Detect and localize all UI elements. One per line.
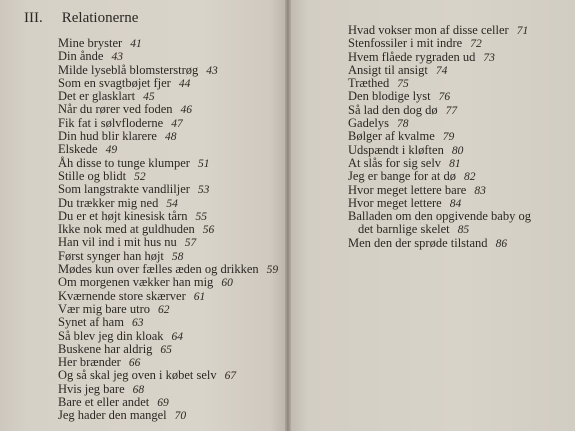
- toc-page-number: 70: [174, 410, 187, 423]
- toc-page-number: 60: [221, 277, 233, 290]
- toc-entry: [348, 51, 531, 64]
- toc-entry-title: Hvor meget lettere: [348, 195, 442, 210]
- toc-entry: [348, 144, 531, 157]
- toc-entry-title: Milde lyseblå blomsterstrøg: [58, 62, 199, 77]
- toc-entry: [348, 64, 531, 77]
- toc-entry: [58, 250, 278, 263]
- toc-entry-title: Om morgenen vækker han mig: [58, 275, 214, 290]
- toc-entry: [58, 383, 278, 396]
- toc-entry: [348, 117, 531, 130]
- toc-entry-title: Buskene har aldrig: [58, 341, 153, 356]
- toc-page-number: 57: [184, 237, 197, 250]
- toc-entry-title: Jeg er bange for at dø: [348, 169, 456, 184]
- toc-page-number: 83: [474, 184, 486, 197]
- toc-page-number: 67: [224, 370, 237, 383]
- toc-entry-title: Og så skal jeg oven i købet selv: [58, 368, 217, 383]
- toc-right-list: [348, 24, 531, 250]
- toc-page-number: 46: [180, 104, 193, 117]
- toc-entry: [58, 223, 278, 236]
- toc-page-number: 44: [178, 77, 191, 90]
- toc-page-number: 85: [457, 224, 470, 237]
- toc-entry: [348, 104, 531, 117]
- toc-page-number: 56: [202, 224, 215, 237]
- toc-entry: [58, 236, 278, 249]
- toc-entry: [348, 197, 531, 210]
- toc-page-number: 52: [134, 170, 146, 183]
- toc-page-number: 86: [495, 237, 508, 250]
- toc-entry-title: Han vil ind i mit hus nu: [58, 235, 177, 250]
- toc-entry: [58, 276, 278, 289]
- toc-page-number: 80: [451, 144, 464, 157]
- toc-entry: [348, 210, 531, 223]
- toc-entry-title: At slås for sig selv: [348, 155, 442, 170]
- toc-entry-title: Når du rører ved foden: [58, 102, 173, 117]
- toc-entry: [58, 143, 278, 156]
- toc-entry-title: Som langstrakte vandliljer: [58, 182, 190, 197]
- toc-entry-title: Udspændt i kløften: [348, 142, 444, 157]
- section-number: III.: [24, 10, 43, 26]
- toc-entry-title: Mine bryster: [58, 36, 123, 50]
- toc-page-number: 43: [111, 51, 123, 64]
- toc-entry-title: Du trækker mig ned: [58, 195, 159, 210]
- toc-entry: [58, 183, 278, 196]
- toc-page-number: 76: [438, 91, 451, 104]
- toc-entry-title: Vær mig bare utro: [58, 301, 150, 316]
- toc-page-number: 61: [193, 290, 206, 303]
- toc-entry: [58, 343, 278, 356]
- toc-entry: [58, 330, 278, 343]
- toc-entry-title: det barnlige skelet: [358, 222, 450, 237]
- toc-entry: [58, 210, 278, 223]
- toc-entry-title: Stille og blidt: [58, 168, 127, 183]
- toc-page-number: 49: [105, 144, 118, 157]
- toc-page-number: 53: [197, 184, 210, 197]
- toc-entry: [58, 409, 278, 422]
- toc-entry-title: Balladen om den opgivende baby og: [348, 209, 531, 224]
- toc-entry: [348, 77, 531, 90]
- toc-entry: [348, 237, 531, 250]
- toc-entry: [348, 90, 531, 103]
- toc-page-number: 45: [143, 91, 155, 104]
- toc-entry: [58, 303, 278, 316]
- toc-entry: [58, 117, 278, 130]
- right-page: [288, 0, 575, 431]
- toc-page-number: 73: [483, 51, 495, 64]
- toc-entry: [58, 197, 278, 210]
- toc-page-number: 74: [435, 64, 448, 77]
- toc-entry: [58, 157, 278, 170]
- toc-entry: [58, 103, 278, 116]
- toc-entry-title: Mødes kun over fælles æden og drikken: [58, 262, 259, 277]
- toc-entry-title: Ansigt til ansigt: [348, 62, 428, 77]
- toc-page-number: 43: [206, 64, 218, 77]
- toc-page-number: 62: [158, 303, 170, 316]
- toc-entry-title: Som en svagtbøjet fjer: [58, 75, 171, 90]
- toc-entry: [58, 396, 278, 409]
- toc-page-number: 41: [130, 38, 142, 50]
- toc-page-number: 65: [160, 343, 172, 356]
- toc-entry-title: Din ånde: [58, 49, 104, 64]
- toc-page-number: 84: [449, 197, 462, 210]
- toc-entry-title: Hvor meget lettere bare: [348, 182, 467, 197]
- toc-page-number: 66: [128, 357, 141, 370]
- toc-entry: [58, 369, 278, 382]
- toc-entry: [348, 170, 531, 183]
- toc-page-number: 54: [166, 197, 178, 210]
- toc-entry: [348, 157, 531, 170]
- book-gutter: [285, 0, 291, 431]
- toc-page-number: 72: [470, 38, 482, 51]
- toc-entry: [58, 130, 278, 143]
- toc-entry: [58, 37, 278, 50]
- toc-page-number: 69: [157, 397, 169, 410]
- toc-entry: [58, 263, 278, 276]
- toc-entry-title: Så lad den dog dø: [348, 102, 438, 117]
- toc-entry-title: Stenfossiler i mit indre: [348, 36, 463, 51]
- toc-entry-title: Gadelys: [348, 116, 389, 131]
- toc-entry: [58, 316, 278, 329]
- toc-entry-title: Hvad vokser mon af disse celler: [348, 23, 509, 37]
- toc-entry-title: Din hud blir klarere: [58, 129, 157, 144]
- toc-entry: [58, 290, 278, 303]
- toc-entry-title: Åh disse to tunge klumper: [58, 155, 190, 170]
- toc-entry: [348, 24, 531, 37]
- toc-entry-title: Den blodige lyst: [348, 89, 431, 104]
- toc-entry-title: Træthed: [348, 76, 390, 91]
- toc-entry: [348, 130, 531, 143]
- toc-page-number: 82: [463, 171, 476, 184]
- toc-entry-title: Elskede: [58, 142, 98, 157]
- toc-page-number: 71: [516, 25, 529, 37]
- toc-entry-title: Først synger han højt: [58, 248, 164, 263]
- toc-entry-title: Hvis jeg bare: [58, 381, 125, 396]
- toc-entry-title: Bølger af kvalme: [348, 129, 435, 144]
- toc-entry-title: Men den der sprøde tilstand: [348, 235, 488, 250]
- toc-entry-title: Kværnende store skærver: [58, 288, 186, 303]
- toc-page-number: 47: [171, 117, 183, 130]
- toc-page-number: 64: [171, 330, 184, 343]
- toc-entry: [58, 77, 278, 90]
- toc-entry: [58, 170, 278, 183]
- toc-entry: [348, 223, 531, 236]
- toc-entry: [58, 356, 278, 369]
- toc-page-number: 58: [171, 250, 184, 263]
- toc-left-list: [58, 37, 278, 423]
- toc-page-number: 81: [449, 157, 461, 170]
- toc-entry-title: Fik fat i sølvfloderne: [58, 115, 164, 130]
- section-title: Relationerne: [61, 10, 139, 26]
- toc-page-number: 48: [164, 131, 177, 144]
- toc-entry-title: Det er glasklart: [58, 89, 136, 104]
- toc-entry-title: Bare et eller andet: [58, 395, 150, 410]
- toc-page-number: 55: [195, 210, 207, 223]
- toc-entry-title: Så blev jeg din kloak: [58, 328, 164, 343]
- toc-entry: [348, 37, 531, 50]
- toc-entry-title: Synet af ham: [58, 315, 124, 330]
- toc-entry-title: Hvem flåede rygraden ud: [348, 49, 476, 64]
- toc-entry-title: Du er et højt kinesisk tårn: [58, 208, 188, 223]
- toc-page-number: 63: [131, 317, 144, 330]
- toc-page-number: 51: [197, 157, 210, 170]
- toc-page-number: 78: [396, 118, 409, 131]
- toc-page-number: 68: [132, 383, 145, 396]
- toc-page-number: 79: [442, 131, 455, 144]
- toc-entry-title: Jeg hader den mangel: [58, 408, 167, 423]
- section-header: [24, 10, 138, 27]
- toc-entry: [348, 184, 531, 197]
- toc-entry: [58, 90, 278, 103]
- toc-page-number: 59: [266, 264, 279, 277]
- toc-entry-title: Her brænder: [58, 355, 121, 370]
- toc-page-number: 75: [397, 78, 409, 91]
- toc-entry: [58, 50, 278, 63]
- toc-entry-title: Ikke nok med at guldhuden: [58, 222, 195, 237]
- toc-entry: [58, 64, 278, 77]
- toc-page-number: 77: [445, 104, 458, 117]
